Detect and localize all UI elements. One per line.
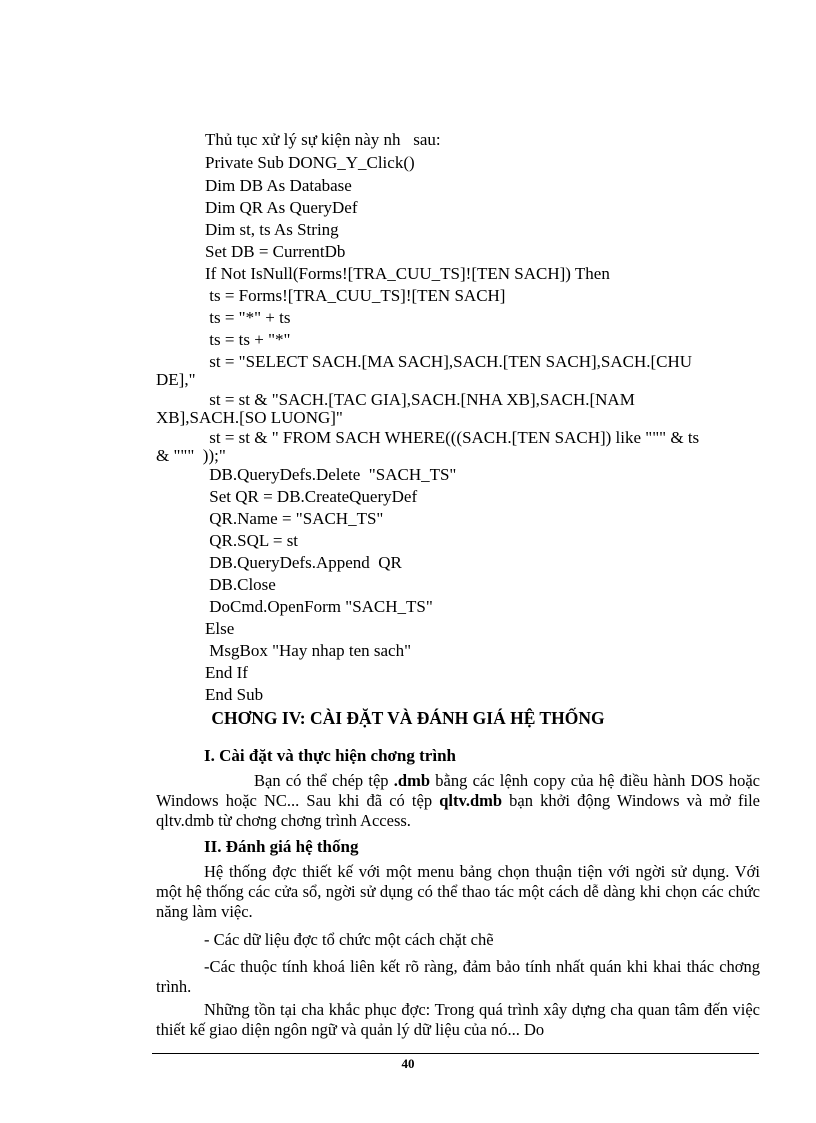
code-line: DB.Close — [205, 575, 276, 594]
code-line: QR.SQL = st — [205, 531, 299, 550]
code-line: Else — [205, 619, 235, 638]
paragraph: Hệ thống đợc thiết kế với một menu bảng chọn thuận tiện với ngời sử dụng. Với một hệ thống các cửa sổ, ngời sử dụng có thể thao tác một cách dễ dàng khi chọn các chức năng làm việc. — [156, 862, 760, 921]
code-line: DB.QueryDefs.Append QR — [205, 553, 402, 572]
section-title: I. Cài đặt và thực hiện chơng trình — [204, 746, 456, 765]
code-line-wrap: DE]," — [156, 370, 196, 389]
code-line-wrap: & """ ));" — [156, 446, 226, 465]
code-line-wrap: XB],SACH.[SO LUONG]" — [156, 408, 343, 427]
code-line: MsgBox "Hay nhap ten sach" — [205, 641, 412, 660]
bold-text: .dmb — [393, 771, 431, 790]
code-line: If Not IsNull(Forms![TRA_CUU_TS]![TEN SACH]) Then — [205, 264, 610, 283]
code-line: st = "SELECT SACH.[MA SACH],SACH.[TEN SACH],SACH.[CHU — [205, 352, 693, 371]
code-line: Dim QR As QueryDef — [205, 198, 358, 217]
text-span: bạn khởi động Windows và mở file qltv.dmb từ chơng chơng trình Access. — [156, 791, 760, 830]
paragraph: - Các dữ liệu đợc tổ chức một cách chặt chẽ — [204, 930, 494, 949]
text-span: Bạn có thể chép tệp — [254, 771, 394, 790]
bold-text: qltv.dmb — [439, 791, 503, 810]
text-span: bằng các lệnh copy của hệ điều hành DOS hoặc Windows hoặc NC... Sau khi đã có tệp — [156, 771, 760, 810]
page-number: 40 — [401, 1056, 415, 1071]
paragraph: Những tồn tại cha khắc phục đợc: Trong quá trình xây dựng cha quan tâm đến việc thiết kế giao diện ngôn ngữ và quản lý dữ liệu của nó... Do — [156, 1000, 760, 1039]
code-line: Set QR = DB.CreateQueryDef — [205, 487, 418, 506]
code-line: ts = Forms![TRA_CUU_TS]![TEN SACH] — [205, 286, 506, 305]
code-line: ts = "*" + ts — [205, 308, 291, 327]
code-line: End Sub — [205, 685, 264, 704]
paragraph — [156, 771, 760, 831]
code-line: st = st & " FROM SACH WHERE(((SACH.[TEN SACH]) like """ & ts — [205, 428, 700, 447]
code-line: st = st & "SACH.[TAC GIA],SACH.[NHA XB],SACH.[NAM — [205, 390, 635, 409]
footer-rule — [152, 1053, 759, 1054]
code-line: DB.QueryDefs.Delete "SACH_TS" — [205, 465, 457, 484]
code-line: DoCmd.OpenForm "SACH_TS" — [205, 597, 433, 616]
code-line: Dim DB As Database — [205, 176, 352, 195]
code-line: Private Sub DONG_Y_Click() — [205, 153, 415, 172]
text-line: Thủ tục xử lý sự kiện này nh sau: — [205, 130, 441, 149]
paragraph: -Các thuộc tính khoá liên kết rõ ràng, đảm bảo tính nhất quán khi khai thác chơng trình. — [156, 957, 760, 996]
code-line: ts = ts + "*" — [205, 330, 291, 349]
chapter-heading: CHƠNG IV: CÀI ĐẶT VÀ ĐÁNH GIÁ HỆ THỐNG — [211, 708, 605, 728]
code-line: QR.Name = "SACH_TS" — [205, 509, 384, 528]
section-title: II. Đánh giá hệ thống — [204, 837, 359, 856]
code-line: End If — [205, 663, 248, 682]
code-line: Set DB = CurrentDb — [205, 242, 346, 261]
code-line: Dim st, ts As String — [205, 220, 339, 239]
